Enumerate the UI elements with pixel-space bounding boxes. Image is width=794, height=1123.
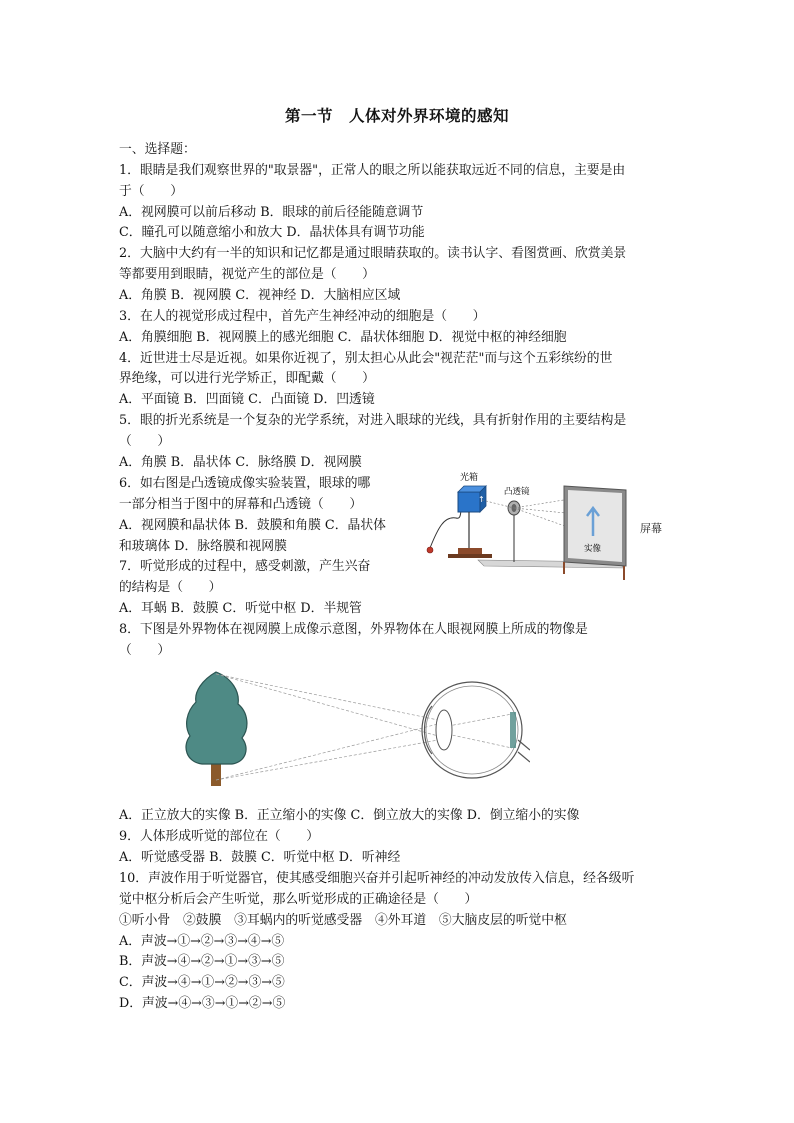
q2-stem-line2: 等都要用到眼睛，视觉产生的部位是（ ） xyxy=(119,267,375,282)
lens-label: 凸透镜 xyxy=(504,487,530,497)
retina-image-figure xyxy=(176,666,530,794)
q3-stem: 3．在人的视觉形成过程中，首先产生神经冲动的细胞是（ ） xyxy=(119,309,486,324)
q2-options: A．角膜 B．视网膜 C．视神经 D．大脑相应区域 xyxy=(119,288,401,303)
q6-options-line1: A．视网膜和晶状体 B．鼓膜和角膜 C．晶状体 xyxy=(119,518,386,533)
q8-options: A．正立放大的实像 B．正立缩小的实像 C．倒立放大的实像 D．倒立缩小的实像 xyxy=(119,808,580,823)
q8-stem-line1: 8．下图是外界物体在视网膜上成像示意图，外界物体在人眼视网膜上所成的物像是 xyxy=(119,622,588,637)
q9-stem: 9．人体形成听觉的部位在（ ） xyxy=(119,829,320,844)
q1-stem-line2: 于（ ） xyxy=(119,184,183,199)
q7-options: A．耳蜗 B．鼓膜 C．听觉中枢 D．半规管 xyxy=(119,601,362,616)
q5-stem-line1: 5．眼的折光系统是一个复杂的光学系统，对进入眼球的光线，具有折射作用的主要结构是 xyxy=(119,413,627,428)
q3-options: A．角膜细胞 B．视网膜上的感光细胞 C．晶状体细胞 D．视觉中枢的神经细胞 xyxy=(119,330,567,345)
q7-stem-line1: 7．听觉形成的过程中，感受刺激，产生兴奋 xyxy=(119,559,371,574)
q6-stem-line1: 6．如右图是凸透镜成像实验装置，眼球的哪 xyxy=(119,476,371,491)
section-heading: 一、选择题： xyxy=(119,142,196,157)
image-label: 实像 xyxy=(584,544,602,554)
q4-stem-line1: 4．近世进士尽是近视。如果你近视了，别太担心从此会"视茫茫"而与这个五彩缤纷的世 xyxy=(119,351,613,366)
q8-stem-line2: （ ） xyxy=(119,643,171,658)
q6-stem-line2: 一部分相当于图中的屏幕和凸透镜（ ） xyxy=(119,497,363,512)
q10-stem-line2: 觉中枢分析后会产生听觉，那么听觉形成的正确途径是（ ） xyxy=(119,892,478,907)
q10-option-d: D．声波→④→③→①→②→⑤ xyxy=(119,996,286,1011)
q7-stem-line2: 的结构是（ ） xyxy=(119,580,222,595)
lightbox-label: 光箱 xyxy=(460,473,479,483)
q10-option-b: B．声波→④→②→①→③→⑤ xyxy=(119,954,285,969)
q1-stem-line1: 1．眼睛是我们观察世界的"取景器"，正常人的眼之所以能获取远近不同的信息，主要是由 xyxy=(119,163,626,178)
page-title: 第一节 人体对外界环境的感知 xyxy=(284,106,509,125)
svg-text:↑: ↑ xyxy=(478,495,485,504)
q9-options: A．听觉感受器 B．鼓膜 C．听觉中枢 D．听神经 xyxy=(119,850,401,865)
q4-stem-line2: 界绝缘，可以进行光学矫正，即配戴（ ） xyxy=(119,371,375,386)
q6-options-line2: 和玻璃体 D．脉络膜和视网膜 xyxy=(119,539,287,554)
q1-options-line2: C．瞳孔可以随意缩小和放大 D．晶状体具有调节功能 xyxy=(119,225,425,240)
q2-stem-line1: 2．大脑中大约有一半的知识和记忆都是通过眼睛获取的。读书认字、看图赏画、欣赏美景 xyxy=(119,246,627,261)
screen-label: 屏幕 xyxy=(640,522,662,535)
q10-option-c: C．声波→④→①→②→③→⑤ xyxy=(119,975,285,990)
lens-experiment-figure xyxy=(418,468,638,588)
q1-options-line1: A．视网膜可以前后移动 B．眼球的前后径能随意调节 xyxy=(119,205,424,220)
q4-options: A．平面镜 B．凹面镜 C．凸面镜 D．凹透镜 xyxy=(119,392,375,407)
q10-option-a: A．声波→①→②→③→④→⑤ xyxy=(119,934,285,949)
q5-stem-line2: （ ） xyxy=(119,434,171,449)
q5-options: A．角膜 B．晶状体 C．脉络膜 D．视网膜 xyxy=(119,455,362,470)
q10-stem-line1: 10．声波作用于听觉器官，使其感受细胞兴奋并引起听神经的冲动发放传入信息，经各级听 xyxy=(119,871,635,886)
q10-items: ①听小骨 ②鼓膜 ③耳蜗内的听觉感受器 ④外耳道 ⑤大脑皮层的听觉中枢 xyxy=(119,913,567,928)
